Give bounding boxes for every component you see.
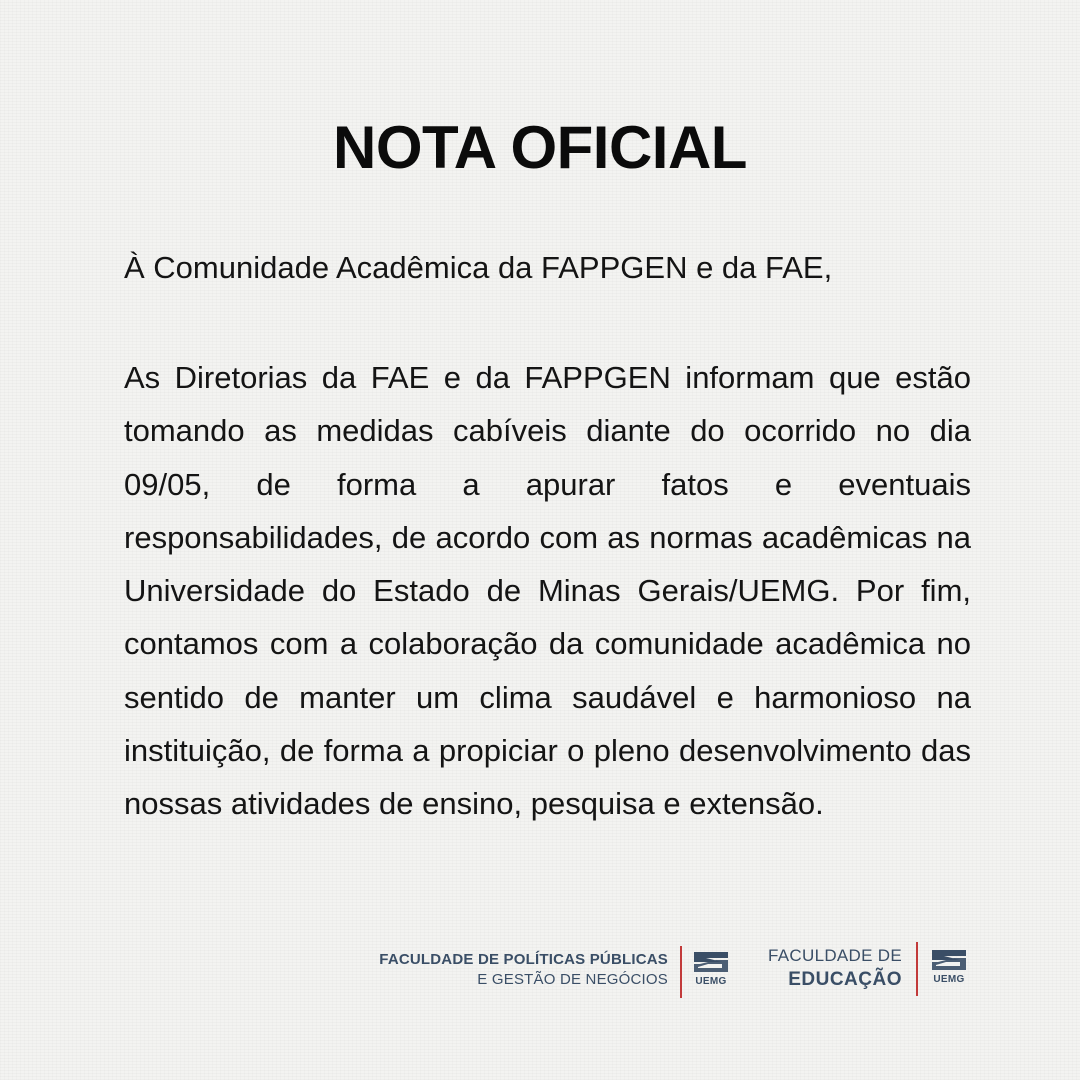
fappgen-logo	[350, 940, 730, 1000]
fae-name-line1: FACULDADE DE	[768, 946, 902, 965]
uemg-emblem-icon	[930, 946, 968, 990]
uemg-emblem-label: UEMG	[933, 974, 965, 985]
notice-body: As Diretorias da FAE e da FAPPGEN informam que estão tomando as medidas cabíveis diante do ocorrido no dia 09/05, de forma a apurar fatos e eventuais responsabilidades, de acordo com as normas acadêmicas na Universidade do Estado de Minas Gerais/UEMG. Por fim, contamos com a colaboração da comunidade acadêmica no sentido de manter um clima saudável e harmonioso na instituição, de forma a propiciar o pleno desenvolvimento das nossas atividades de ensino, pesquisa e extensão.	[124, 360, 971, 822]
fae-logo-text	[768, 944, 902, 992]
fappgen-logo-text	[379, 950, 668, 990]
fappgen-logo-divider	[680, 946, 682, 998]
uemg-emblem-icon	[692, 948, 730, 992]
fae-logo	[764, 940, 974, 1000]
page-title: NOTA OFICIAL	[333, 114, 747, 181]
fae-logo-divider	[916, 942, 918, 996]
uemg-emblem-label: UEMG	[695, 976, 727, 987]
fappgen-name-line1: FACULDADE DE POLÍTICAS PÚBLICAS	[379, 951, 668, 968]
fappgen-name-line2: E GESTÃO DE NEGÓCIOS	[477, 971, 668, 988]
fae-name-line2: EDUCAÇÃO	[788, 969, 902, 990]
greeting-line: À Comunidade Acadêmica da FAPPGEN e da FAE,	[124, 250, 833, 285]
